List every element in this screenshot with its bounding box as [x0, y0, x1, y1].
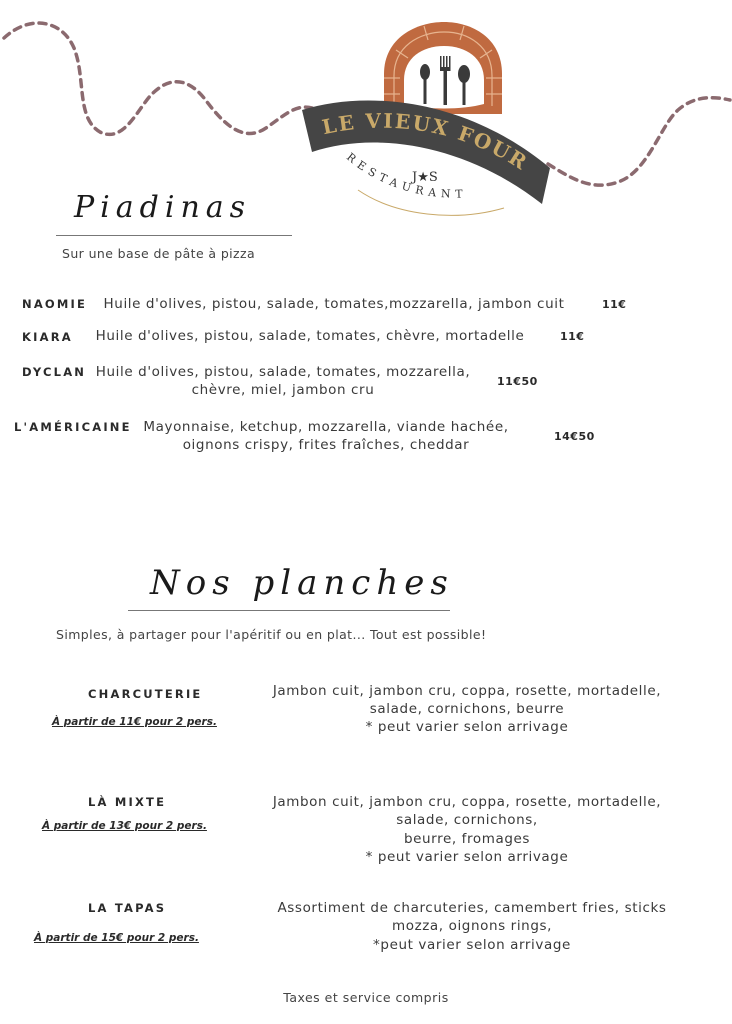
- planche-desc-mixte-line3: beurre, fromages: [403, 831, 531, 847]
- piadina-name-dyclan: DYCLAN: [22, 365, 87, 379]
- planches-subtitle: Simples, à partager pour l'apéritif ou en plat... Tout est possible!: [56, 627, 487, 642]
- piadinas-title-rule: [56, 235, 292, 236]
- planche-desc-mixte-line2: salade, cornichons,: [396, 812, 538, 828]
- planches-title-rule: [128, 610, 450, 611]
- planche-desc-mixte-line1: Jambon cuit, jambon cru, coppa, rosette, mortadelle,: [272, 794, 662, 810]
- piadina-desc-dyclan-line1: Huile d'olives, pistou, salade, tomates, mozzarella,: [95, 364, 471, 380]
- piadina-price-dyclan: 11€50: [497, 375, 538, 388]
- planche-desc-charcuterie-line2: salade, cornichons, beurre: [369, 701, 565, 717]
- planche-desc-tapas-line2: mozza, oignons rings,: [391, 918, 553, 934]
- planche-desc-charcuterie-line1: Jambon cuit, jambon cru, coppa, rosette, mortadelle,: [272, 683, 662, 699]
- restaurant-logo: [296, 18, 556, 228]
- planches-title: Nos planches: [150, 563, 454, 603]
- piadina-desc-kiara: Huile d'olives, pistou, salade, tomates, chèvre, mortadelle: [95, 328, 525, 344]
- piadina-desc-naomie: Huile d'olives, pistou, salade, tomates,mozzarella, jambon cuit: [103, 296, 565, 312]
- logo-subtitle: RESTAURANT: [344, 150, 468, 201]
- piadina-name-americaine: L'AMÉRICAINE: [14, 420, 132, 434]
- piadinas-subtitle: Sur une base de pâte à pizza: [62, 246, 256, 261]
- logo-initials: J★S: [412, 170, 438, 185]
- piadina-desc-americaine-line1: Mayonnaise, ketchup, mozzarella, viande hachée,: [143, 419, 509, 435]
- piadina-name-kiara: KIARA: [22, 330, 73, 344]
- planche-desc-charcuterie-line3: * peut varier selon arrivage: [365, 719, 569, 735]
- logo-title: LE VIEUX FOUR: [319, 108, 533, 176]
- piadinas-title: Piadinas: [74, 190, 252, 225]
- planche-name-tapas: LA TAPAS: [88, 901, 167, 915]
- piadina-desc-dyclan-line2: chèvre, miel, jambon cru: [191, 382, 375, 398]
- footer-note: Taxes et service compris: [283, 990, 449, 1005]
- planche-name-charcuterie: CHARCUTERIE: [88, 687, 203, 701]
- planche-from-charcuterie: À partir de 11€ pour 2 pers.: [52, 716, 217, 728]
- piadina-price-kiara: 11€: [560, 330, 585, 343]
- piadina-price-americaine: 14€50: [554, 430, 595, 443]
- planche-desc-tapas-line3: *peut varier selon arrivage: [373, 937, 571, 953]
- planche-from-tapas: À partir de 15€ pour 2 pers.: [34, 932, 199, 944]
- piadina-price-naomie: 11€: [602, 298, 627, 311]
- planche-desc-mixte-line4: * peut varier selon arrivage: [365, 849, 569, 865]
- piadina-desc-americaine-line2: oignons crispy, frites fraîches, cheddar: [182, 437, 470, 453]
- oven-logo-graphic: [296, 18, 556, 228]
- piadina-name-naomie: NAOMIE: [22, 297, 88, 311]
- planche-desc-tapas-line1: Assortiment de charcuteries, camembert fries, sticks: [277, 900, 667, 916]
- planche-name-mixte: LÀ MIXTE: [88, 795, 167, 809]
- planche-from-mixte: À partir de 13€ pour 2 pers.: [42, 820, 207, 832]
